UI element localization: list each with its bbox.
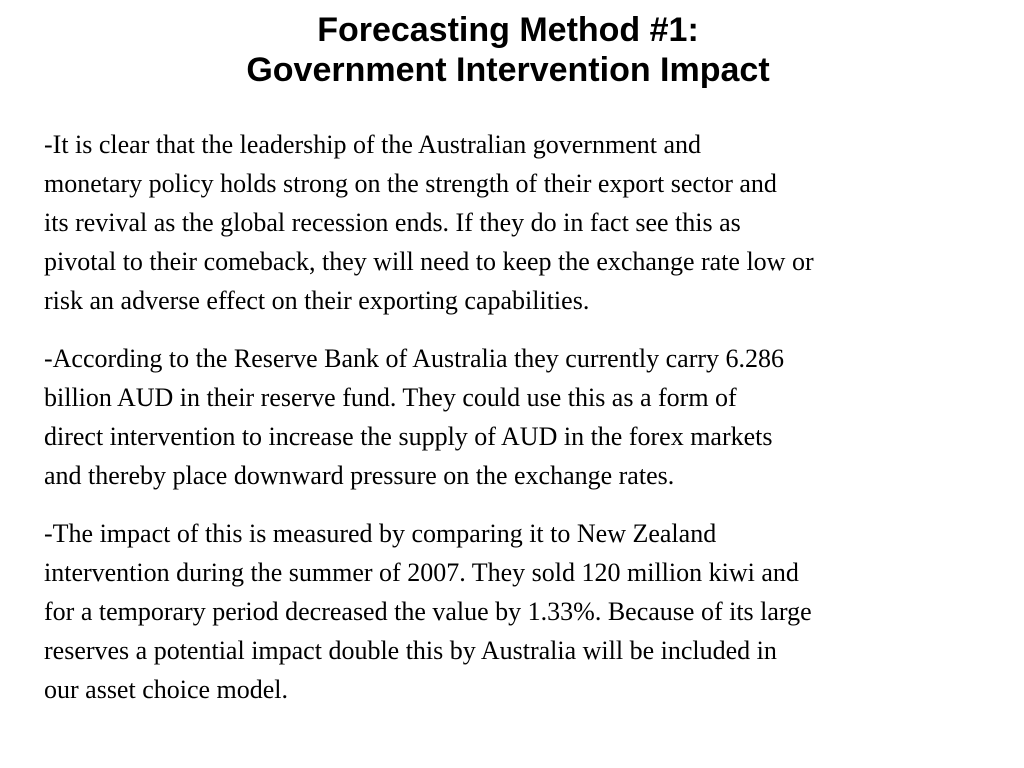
paragraph-line: -The impact of this is measured by comparing it to New Zealand [44,519,717,548]
paragraph-line: billion AUD in their reserve fund. They could use this as a form of [44,383,737,412]
paragraph-line: pivotal to their comeback, they will need to keep the exchange rate low or [44,247,814,276]
paragraph-line: and thereby place downward pressure on the exchange rates. [44,461,675,490]
paragraph-line: risk an adverse effect on their exporting capabilities. [44,286,590,315]
paragraph-line: monetary policy holds strong on the strength of their export sector and [44,169,777,198]
paragraph-leadership [44,125,984,320]
title-line-2: Government Intervention Impact [246,51,770,89]
paragraph-line: reserves a potential impact double this by Australia will be included in [44,636,777,665]
paragraph-reserve-bank [44,339,984,495]
slide-title [0,10,1016,90]
slide-body [44,125,984,728]
paragraph-line: intervention during the summer of 2007. They sold 120 million kiwi and [44,558,799,587]
paragraph-line: its revival as the global recession ends. If they do in fact see this as [44,208,741,237]
title-line-1: Forecasting Method #1: [317,11,699,49]
paragraph-line: for a temporary period decreased the value by 1.33%. Because of its large [44,597,812,626]
paragraph-line: -It is clear that the leadership of the Australian government and [44,130,701,159]
paragraph-line: -According to the Reserve Bank of Australia they currently carry 6.286 [44,344,785,373]
paragraph-impact [44,514,984,709]
paragraph-line: our asset choice model. [44,675,289,704]
paragraph-line: direct intervention to increase the supply of AUD in the forex markets [44,422,773,451]
